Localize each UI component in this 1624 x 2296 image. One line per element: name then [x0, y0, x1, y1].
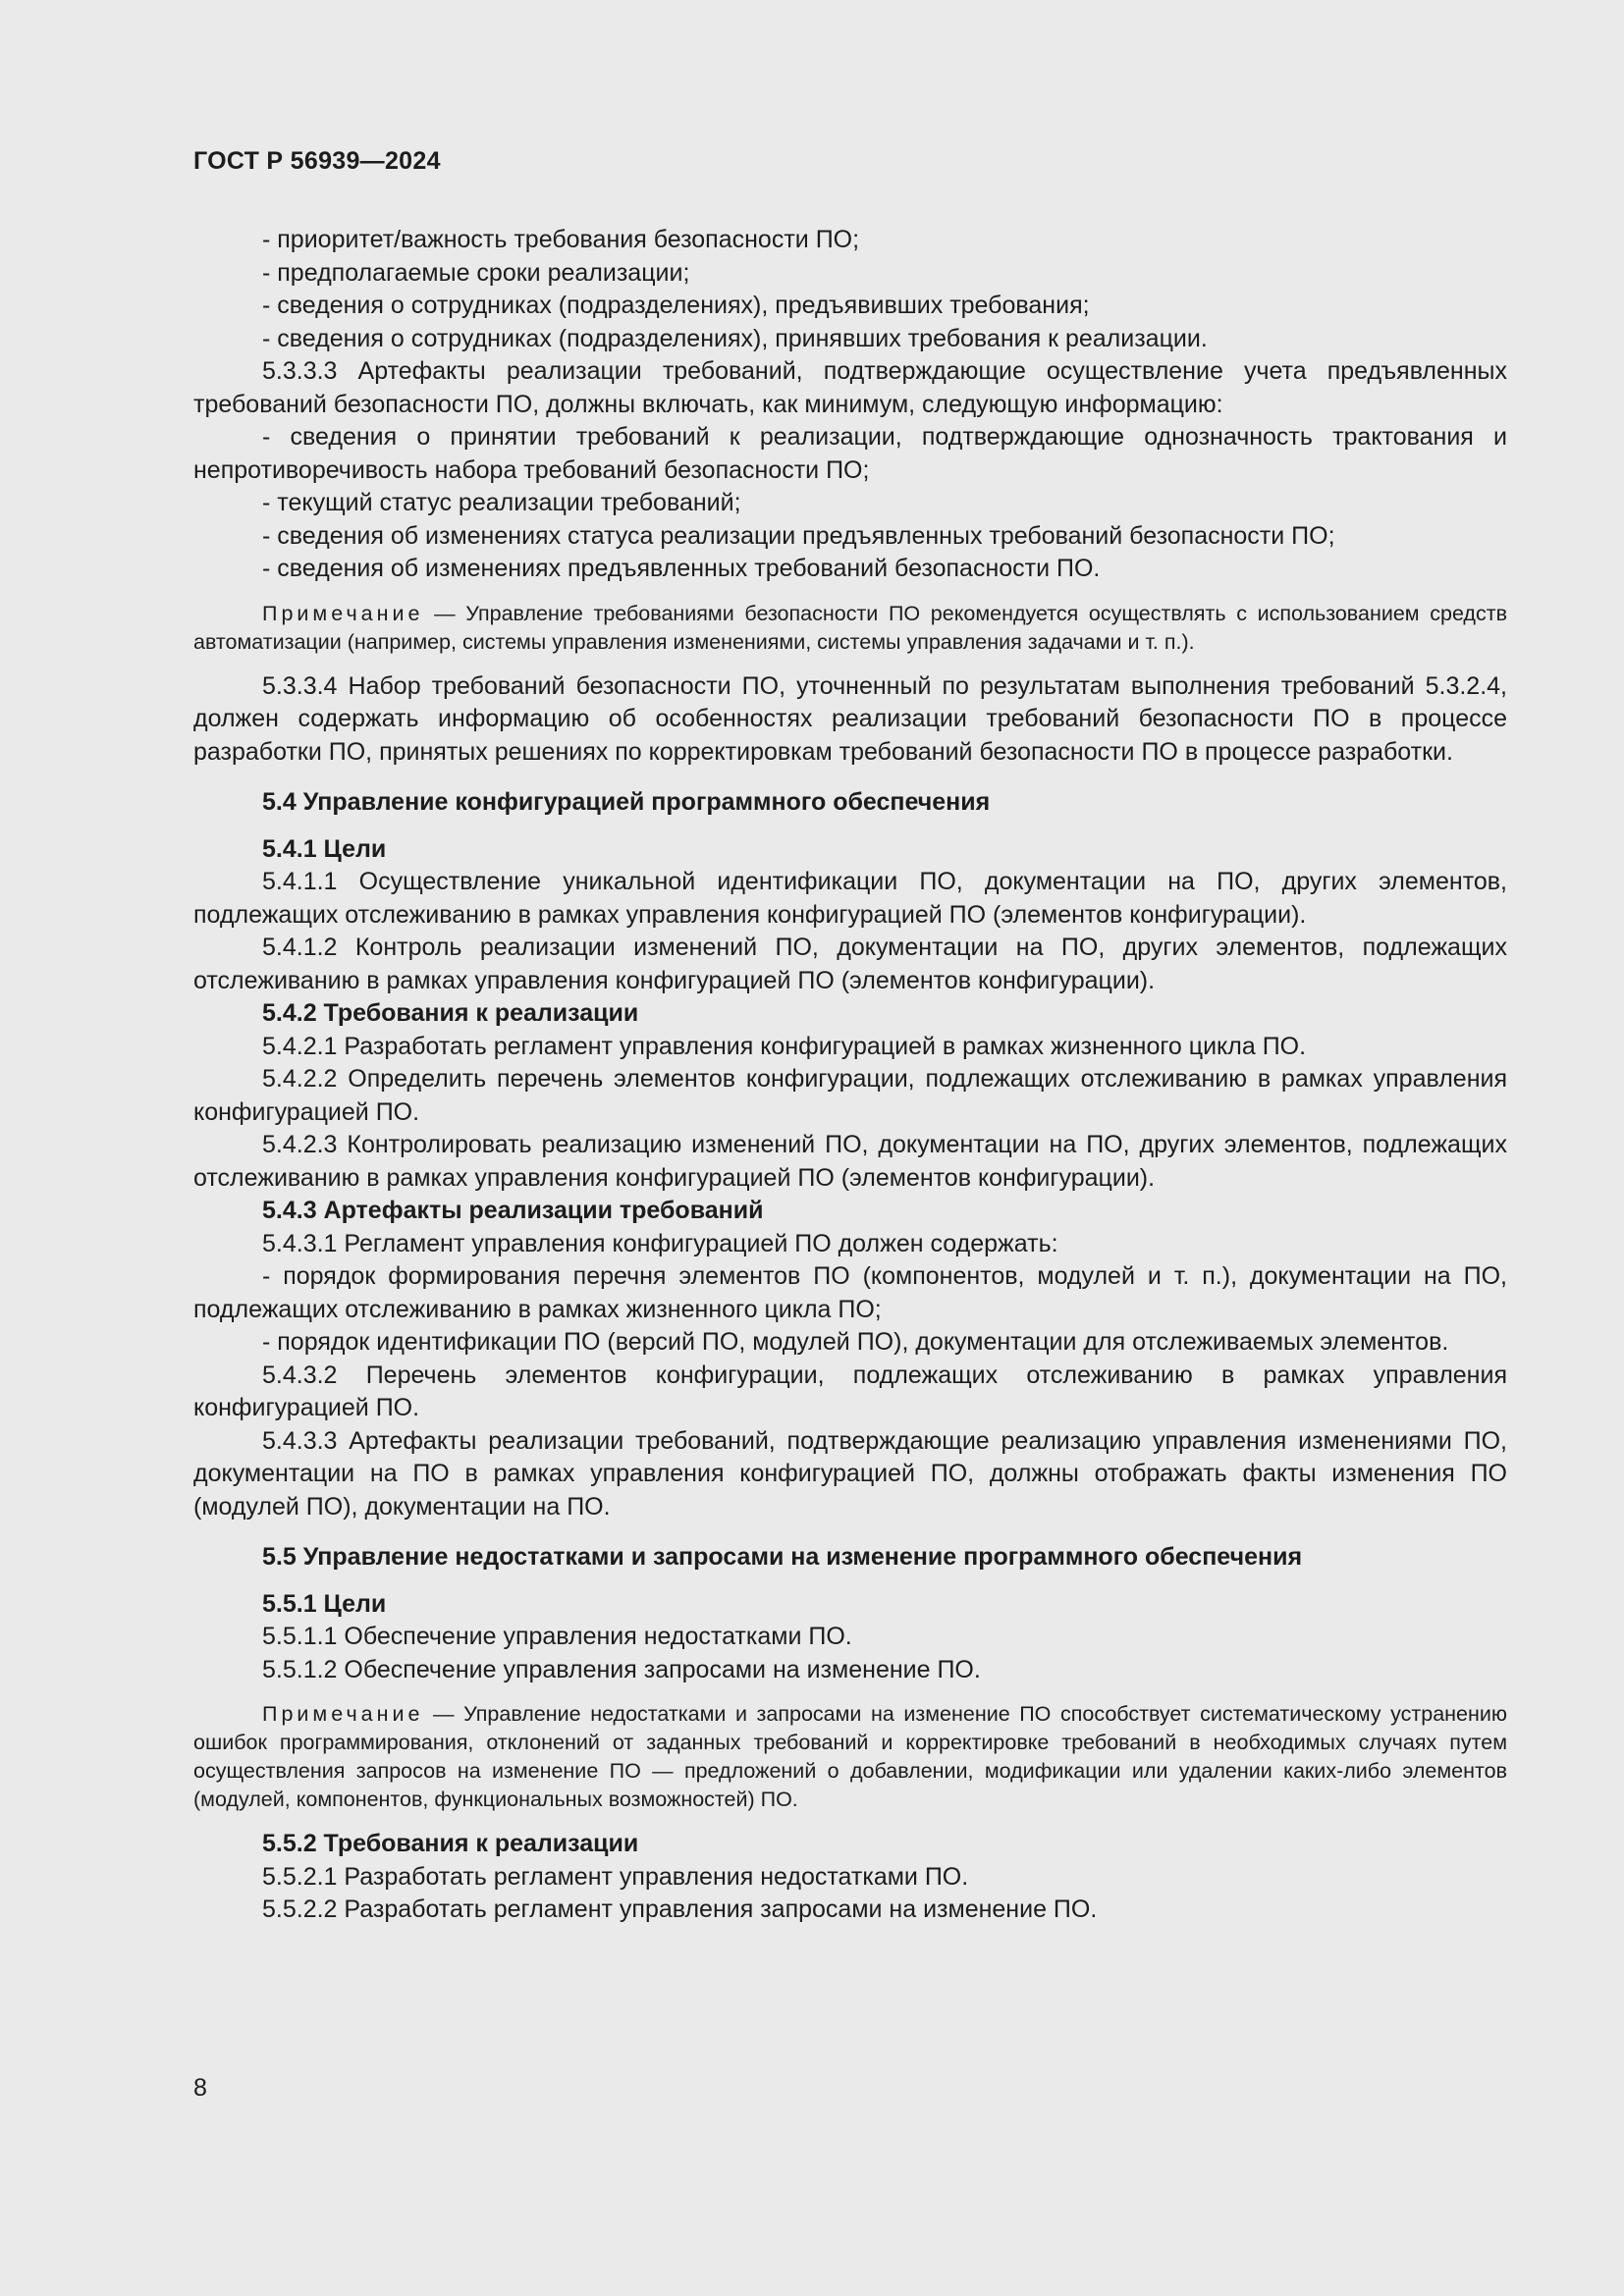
note-label: Примечание	[262, 601, 424, 625]
page-number: 8	[193, 2074, 207, 2102]
list-item: - сведения об изменениях статуса реализации предъявленных требований безопасности ПО;	[262, 521, 1335, 550]
list-item: - порядок формирования перечня элементов ПО (компонентов, модулей и т. п.), документации на ПО, подлежащих отслеживанию в рамках жизненного цикла ПО;	[193, 1262, 1507, 1323]
list-item: - текущий статус реализации требований;	[262, 489, 741, 516]
subsection-heading-5-4-1: 5.4.1 Цели	[262, 834, 387, 863]
paragraph-5-5-1-1: 5.5.1.1 Обеспечение управления недостатками ПО.	[262, 1623, 852, 1650]
subsection-heading-5-4-2: 5.4.2 Требования к реализации	[262, 999, 639, 1027]
section-heading-5-5: 5.5 Управление недостатками и запросами на изменение программного обеспечения	[262, 1543, 1303, 1571]
document-body	[193, 224, 1507, 1927]
list-item: - сведения о принятии требований к реализации, подтверждающие однозначность трактования и непротиворечивость набора требований безопасности ПО;	[193, 423, 1507, 484]
paragraph-5-5-2-1: 5.5.2.1 Разработать регламент управления недостатками ПО.	[262, 1862, 969, 1891]
paragraph-5-4-2-3: 5.4.2.3 Контролировать реализацию изменений ПО, документации на ПО, других элементов, подлежащих отслеживанию в рамках управления конфигурацией ПО (элементов конфигурации).	[193, 1131, 1507, 1192]
paragraph-5-4-2-2: 5.4.2.2 Определить перечень элементов конфигурации, подлежащих отслеживанию в рамках управления конфигурацией ПО.	[193, 1065, 1507, 1126]
note-1	[193, 600, 1507, 657]
list-item: - сведения о сотрудниках (подразделениях), предъявивших требования;	[262, 292, 1090, 319]
paragraph-5-4-1-2: 5.4.1.2 Контроль реализации изменений ПО, документации на ПО, других элементов, подлежащих отслеживанию в рамках управления конфигурацией ПО (элементов конфигурации).	[193, 934, 1507, 994]
paragraph-5-3-3-4: 5.3.3.4 Набор требований безопасности ПО, уточненный по результатам выполнения требований 5.3.2.4, должен содержать информацию об особенностях реализации требований безопасности ПО в процессе разработки ПО, принятых решениях по корректировкам требований безопасности ПО в процессе разработки.	[193, 671, 1507, 766]
list-item: - сведения о сотрудниках (подразделениях), принявших требования к реализации.	[262, 324, 1208, 352]
list-item: - сведения об изменениях предъявленных требований безопасности ПО.	[262, 555, 1101, 582]
subsection-heading-5-4-3: 5.4.3 Артефакты реализации требований	[262, 1197, 764, 1224]
list-item: - предполагаемые сроки реализации;	[262, 258, 690, 287]
subsection-heading-5-5-2: 5.5.2 Требования к реализации	[262, 1830, 639, 1857]
subsection-heading-5-5-1: 5.5.1 Цели	[262, 1589, 387, 1618]
paragraph-5-5-1-2: 5.5.1.2 Обеспечение управления запросами на изменение ПО.	[262, 1655, 981, 1683]
note-text: — Управление требованиями безопасности ПО рекомендуется осуществлять с использованием средств автоматизации (например, системы управления изменениями, системы управления задачами и т. п.).	[193, 601, 1507, 654]
note-text: — Управление недостатками и запросами на изменение ПО способствует систематическому устранению ошибок программирования, отклонений от заданных требований и корректировке требований в необходимых случаях путем осуществления запросов на изменение ПО — предложений о добавлении, модификации или удалении каких-либо элементов (модулей, компонентов, функциональных возможностей) ПО.	[193, 1702, 1507, 1811]
document-header: ГОСТ Р 56939—2024	[193, 147, 441, 175]
list-item: - приоритет/важность требования безопасности ПО;	[262, 226, 860, 253]
paragraph-5-4-3-2: 5.4.3.2 Перечень элементов конфигурации, подлежащих отслеживанию в рамках управления конфигурацией ПО.	[193, 1361, 1507, 1421]
paragraph-5-3-3-3: 5.3.3.3 Артефакты реализации требований, подтверждающие осуществление учета предъявленных требований безопасности ПО, должны включать, как минимум, следующую информацию:	[193, 357, 1507, 418]
list-item: - порядок идентификации ПО (версий ПО, модулей ПО), документации для отслеживаемых элементов.	[262, 1328, 1449, 1356]
paragraph-5-5-2-2: 5.5.2.2 Разработать регламент управления запросами на изменение ПО.	[262, 1896, 1098, 1923]
paragraph-5-4-3-3: 5.4.3.3 Артефакты реализации требований, подтверждающие реализацию управления изменениями ПО, документации на ПО в рамках управления конфигурацией ПО, должны отображать факты изменения ПО (модулей ПО), документации на ПО.	[193, 1426, 1507, 1521]
note-label: Примечание	[262, 1702, 424, 1726]
note-2	[193, 1700, 1507, 1814]
paragraph-5-4-1-1: 5.4.1.1 Осуществление уникальной идентификации ПО, документации на ПО, других элементов, подлежащих отслеживанию в рамках управления конфигурацией ПО (элементов конфигурации).	[193, 868, 1507, 929]
paragraph-5-4-2-1: 5.4.2.1 Разработать регламент управления конфигурацией в рамках жизненного цикла ПО.	[262, 1032, 1307, 1060]
paragraph-5-4-3-1: 5.4.3.1 Регламент управления конфигурацией ПО должен содержать:	[262, 1229, 1058, 1257]
section-heading-5-4: 5.4 Управление конфигурацией программного обеспечения	[262, 788, 991, 816]
